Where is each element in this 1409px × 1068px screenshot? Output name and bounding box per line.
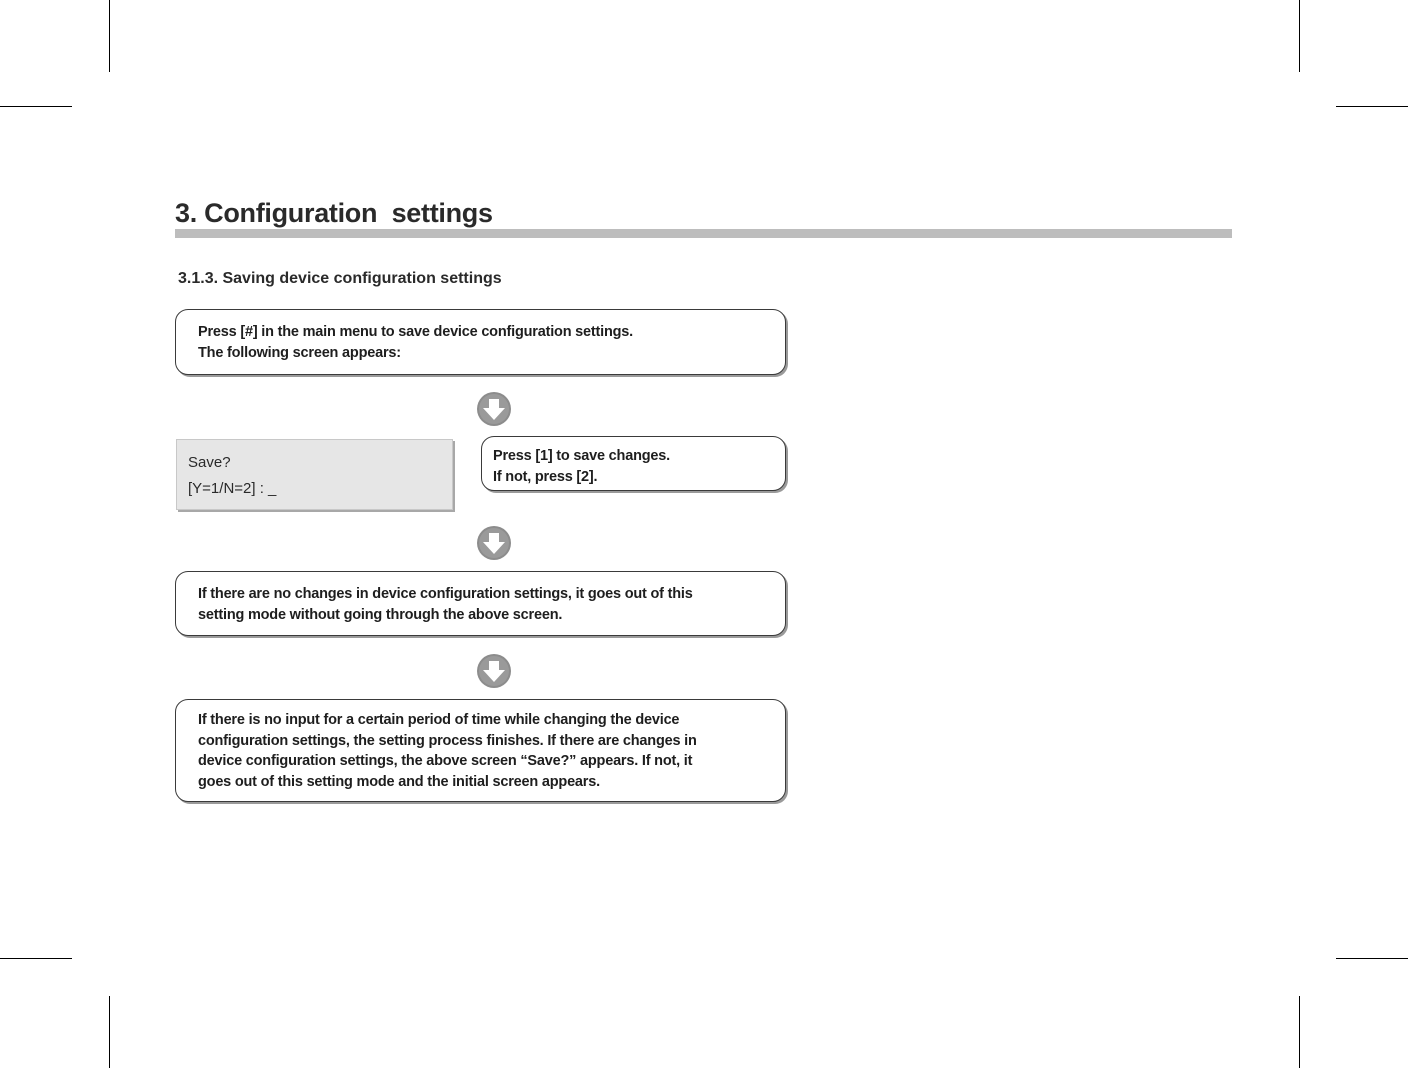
step-text: If there are no changes in device configuration settings, it goes out of this [198,586,693,602]
arrow-down-circle-icon [476,391,512,427]
step-text: setting mode without going through the above screen. [198,606,563,623]
section-heading: 3.1.3. Saving device configuration settings [178,270,502,287]
step-box-timeout [175,699,786,802]
step-box-press-hash [175,309,786,375]
lcd-options: [Y=1/N=2] : _ [188,480,277,497]
step-text: The following screen appears: [198,344,401,361]
arrow-down-circle-icon [476,653,512,689]
crop-mark [1336,106,1408,107]
lcd-screen [176,439,453,510]
crop-mark [0,106,72,107]
step-text: Press [1] to save changes. [493,448,670,464]
step-text: Press [#] in the main menu to save device configuration settings. [198,324,633,340]
crop-mark [1299,996,1300,1068]
step-text: goes out of this setting mode and the initial screen appears. [198,773,600,790]
lcd-prompt: Save? [188,454,231,471]
crop-mark [1299,0,1300,72]
step-text: configuration settings, the setting process finishes. If there are changes in [198,732,697,749]
step-box-save-choice [481,436,786,491]
crop-mark [0,958,72,959]
step-box-no-changes [175,571,786,636]
page-title: 3. Configuration settings [175,198,493,228]
step-text: If there is no input for a certain period of time while changing the device [198,712,680,728]
crop-mark [109,0,110,72]
title-rule [175,229,1232,238]
crop-mark [109,996,110,1068]
arrow-down-circle-icon [476,525,512,561]
step-text: device configuration settings, the above screen “Save?” appears. If not, it [198,753,693,769]
crop-mark [1336,958,1408,959]
step-text: If not, press [2]. [493,468,598,485]
